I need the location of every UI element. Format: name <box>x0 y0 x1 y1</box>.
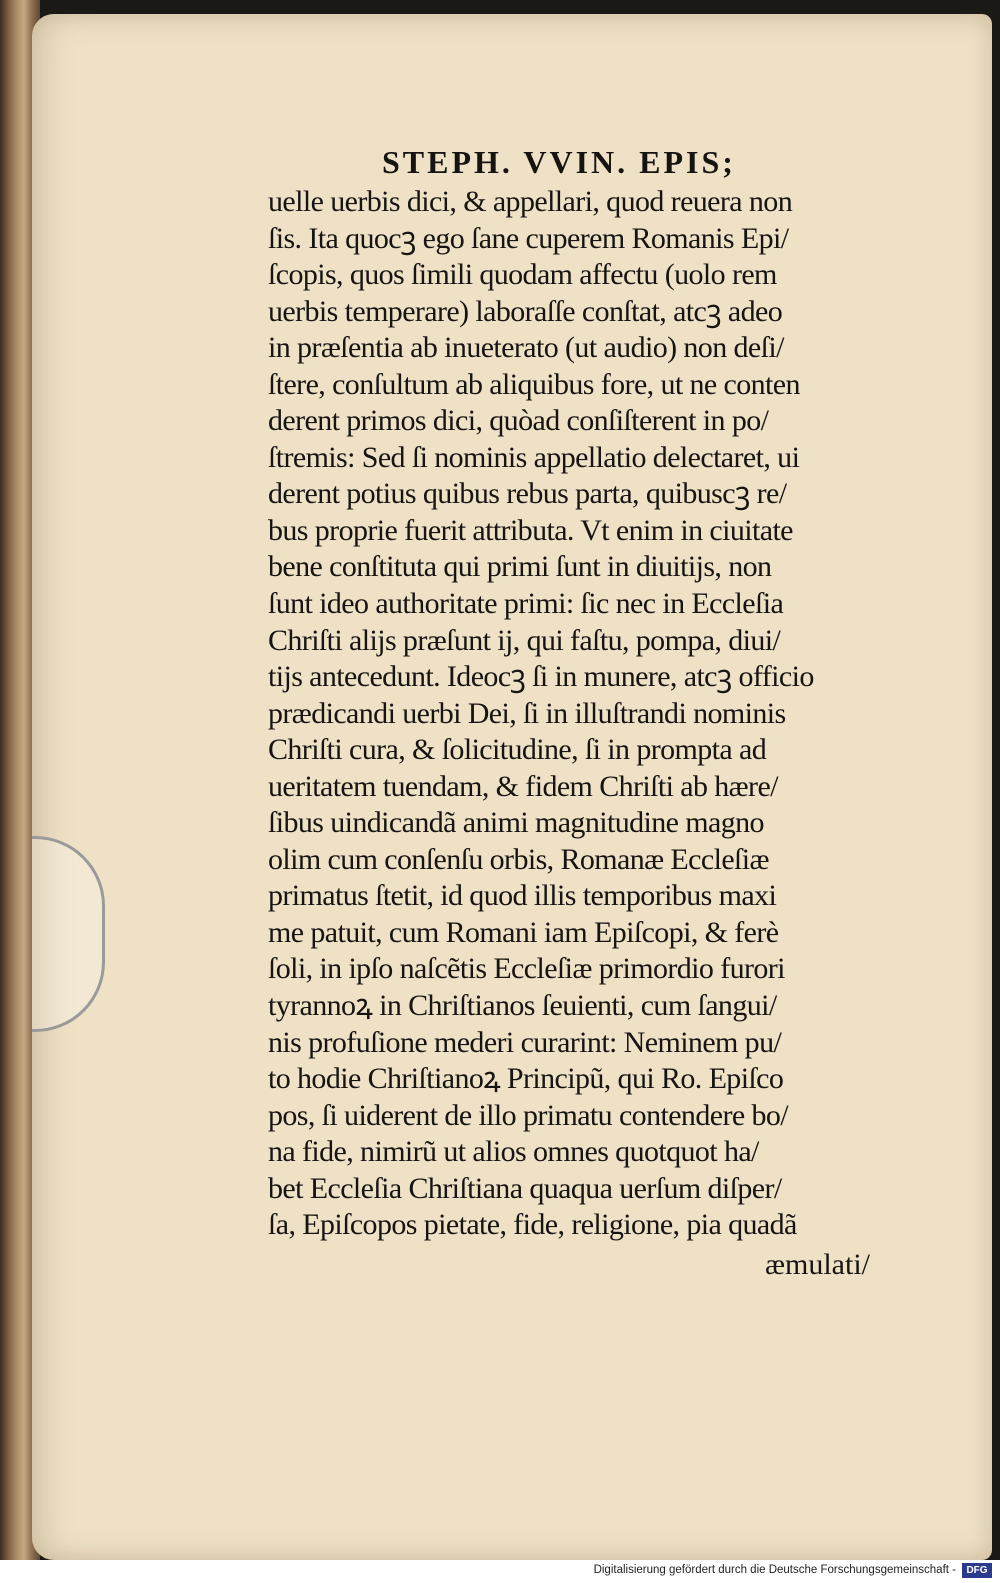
text-line: derent primos dici, quòad conſiſterent in po/ <box>268 404 769 438</box>
text-line: ſunt ideo authoritate primi: ſic nec in Eccleſia <box>268 587 784 621</box>
text-line: Chriſti cura, & ſolicitudine, ſi in prompta ad <box>268 733 767 767</box>
text-line: ſis. Ita quocꝫ ego ſane cuperem Romanis Epi/ <box>268 221 789 255</box>
text-line: derent potius quibus rebus parta, quibuscꝫ re/ <box>268 477 787 511</box>
text-line: primatus ſtetit, id quod illis temporibus maxi <box>268 879 777 913</box>
text-line: ſtere, conſultum ab aliquibus fore, ut ne conten <box>268 367 800 401</box>
text-line: to hodie Chriſtianoꝝ Principũ, qui Ro. Epiſco <box>268 1062 784 1096</box>
text-line: olim cum conſenſu orbis, Romanæ Eccleſiæ <box>268 842 769 876</box>
text-line: in præſentia ab inueterato (ut audio) non deſi/ <box>268 331 784 365</box>
text-line: tyrannoꝝ in Chriſtianos ſeuienti, cum ſangui/ <box>268 989 777 1023</box>
text-line: uelle uerbis dici, & appellari, quod reuera non <box>268 185 793 218</box>
footer-bar <box>0 1560 1000 1583</box>
text-line: na fide, nimirũ ut alios omnes quotquot ha/ <box>268 1135 759 1169</box>
text-line: nis profuſione mederi curarint: Neminem pu/ <box>268 1025 782 1059</box>
text-line: tijs antecedunt. Ideocꝫ ſi in munere, atcꝫ officio <box>268 660 814 694</box>
text-line: ueritatem tuendam, & fidem Chriſti ab hære/ <box>268 769 778 803</box>
footer-credit: Digitalisierung gefördert durch die Deutsche Forschungsgemeinschaft - <box>593 1564 956 1576</box>
text-line: pos, ſi uiderent de illo primatu contendere bo/ <box>268 1098 788 1132</box>
text-line: bet Eccleſia Chriſtiana quaqua uerſum diſper/ <box>268 1171 782 1205</box>
text-line: ſa, Epiſcopos pietate, fide, religione, pia quadã <box>268 1208 797 1242</box>
text-line: me patuit, cum Romani iam Epiſcopi, & ferè <box>268 915 779 949</box>
text-block <box>268 184 908 1244</box>
text-line: Chriſti alijs præſunt ij, qui faſtu, pompa, diui/ <box>268 623 781 657</box>
text-line: ſtremis: Sed ſi nominis appellatio delectaret, ui <box>268 440 800 474</box>
text-line: uerbis temperare) laboraſſe conſtat, atcꝫ adeo <box>268 294 783 328</box>
text-line: bus proprie fuerit attributa. Vt enim in ciuitate <box>268 513 793 547</box>
page-clip <box>32 836 105 1032</box>
text-line: bene conſtituta qui primi ſunt in diuitijs, non <box>268 550 772 584</box>
text-line: ſibus uindicandã animi magnitudine magno <box>268 806 764 840</box>
catchword: æmulati/ <box>765 1248 870 1281</box>
text-line: prædicandi uerbi Dei, ſi in illuſtrandi nominis <box>268 696 786 730</box>
text-line: ſcopis, quos ſimili quodam affectu (uolo rem <box>268 258 777 292</box>
running-header: STEPH. VVIN. EPIS; <box>382 144 736 180</box>
text-line: ſoli, in ipſo naſcẽtis Eccleſiæ primordio furori <box>268 952 785 986</box>
dfg-logo: DFG <box>962 1563 992 1578</box>
